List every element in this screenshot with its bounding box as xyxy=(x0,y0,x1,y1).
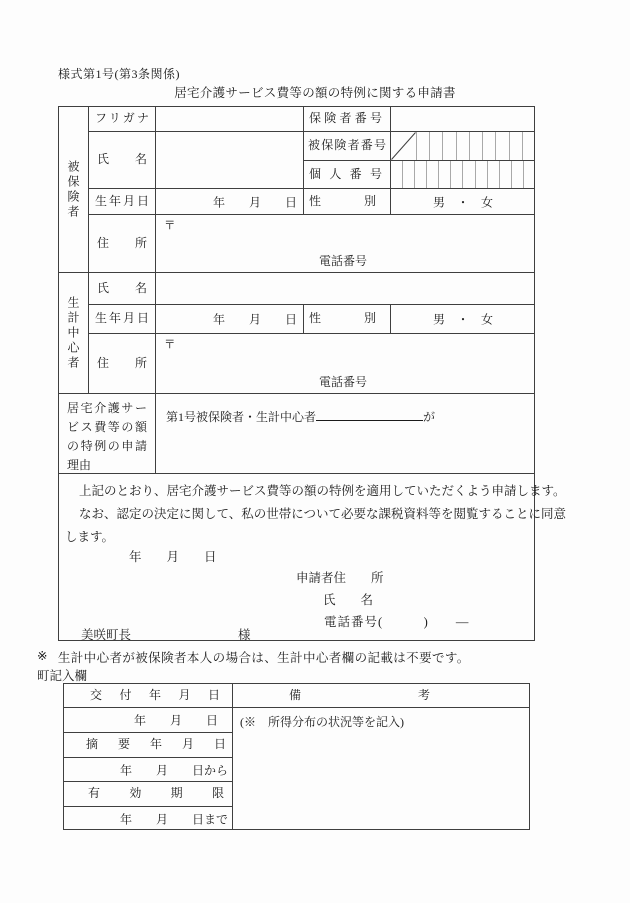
digit-box[interactable] xyxy=(475,161,487,188)
insured-birth-label-cell xyxy=(88,188,155,214)
householder-address-label: 住所 xyxy=(97,355,147,370)
householder-name-label: 氏名 xyxy=(97,280,147,295)
digit-box[interactable] xyxy=(426,161,438,188)
insured-address-label-cell xyxy=(88,214,155,272)
insured-address-label: 住所 xyxy=(97,235,147,250)
insured-birth-field[interactable] xyxy=(155,188,303,214)
remarks-header-cell xyxy=(232,683,530,707)
applicant-address-field[interactable]: 申請者住 所 xyxy=(296,571,384,585)
postal-mark: 〒 xyxy=(164,339,176,351)
addressee-honorific: 様 xyxy=(238,628,251,642)
valid-from-field[interactable] xyxy=(63,757,232,781)
application-date-label: 摘要年月日 xyxy=(86,737,226,752)
householder-name-label-cell xyxy=(88,272,155,304)
insured-sex-options: 男 ・ 女 xyxy=(432,195,493,209)
declaration-line: 上記のとおり、居宅介護サービス費等の額の特例を適用していただくよう申請します。 xyxy=(79,484,566,498)
insured-sex-choice[interactable] xyxy=(390,188,535,214)
householder-sex-choice[interactable] xyxy=(390,304,535,333)
reason-suffix: が xyxy=(423,410,436,424)
householder-name-field[interactable] xyxy=(155,272,535,304)
insured-birth-units: 年 月 日 xyxy=(212,195,297,209)
digit-box[interactable] xyxy=(499,161,511,188)
householder-birth-field[interactable] xyxy=(155,304,303,333)
digit-box[interactable] xyxy=(429,132,442,160)
reason-label-line: の特例の申請 xyxy=(67,439,147,453)
footnote-marker: ※ xyxy=(37,649,48,663)
applicant-name-field[interactable]: 氏 名 xyxy=(323,593,374,607)
town-section-label: 町記入欄 xyxy=(37,669,88,683)
reason-label-line: 理由 xyxy=(67,458,92,472)
applicant-phone-field[interactable]: 電話番号( ) ― xyxy=(324,615,470,629)
valid-until-field[interactable] xyxy=(63,806,232,830)
digit-box[interactable] xyxy=(416,132,429,160)
valid-from-units: 年 月 日から xyxy=(119,763,228,777)
householder-phone-label: 電話番号 xyxy=(319,375,368,389)
digit-box[interactable] xyxy=(487,161,499,188)
householder-group-label: 生計中心者 xyxy=(66,295,80,371)
addressee-mayor: 美咲町長 xyxy=(81,628,132,642)
issue-date-label-cell xyxy=(63,683,232,707)
householder-sex-options: 男 ・ 女 xyxy=(432,312,493,327)
insurer-number-label: 保険者番号 xyxy=(309,111,382,126)
insured-sex-label-cell xyxy=(303,188,390,214)
valid-until-units: 年 月 日まで xyxy=(119,812,228,826)
footnote-text: 生計中心者が被保険者本人の場合は、生計中心者欄の記載は不要です。 xyxy=(57,651,470,665)
issue-date-field[interactable] xyxy=(63,707,232,732)
form-number: 様式第1号(第3条関係) xyxy=(58,67,180,81)
householder-address-field[interactable] xyxy=(155,333,535,393)
digit-box[interactable] xyxy=(509,132,522,160)
insured-name-label-cell xyxy=(88,131,155,188)
footnote xyxy=(37,648,470,666)
issue-date-label: 交付年月日 xyxy=(90,687,220,702)
reason-field[interactable] xyxy=(155,393,535,473)
digit-box[interactable] xyxy=(523,161,535,188)
insured-phone-label: 電話番号 xyxy=(319,254,368,268)
furigana-label-cell xyxy=(88,106,155,131)
page-title: 居宅介護サービス費等の額の特例に関する申請書 xyxy=(174,86,456,100)
digit-box[interactable] xyxy=(414,161,426,188)
declaration-box xyxy=(58,473,567,642)
valid-period-label-cell xyxy=(63,781,232,806)
digit-box[interactable] xyxy=(511,161,523,188)
householder-birth-units: 年 月 日 xyxy=(212,312,297,327)
remarks-header: 備考 xyxy=(289,687,430,702)
insured-name-field[interactable] xyxy=(155,131,303,188)
insured-number-label: 被保険者番号 xyxy=(308,138,386,153)
diagonal-slash xyxy=(391,132,416,160)
digit-box[interactable] xyxy=(442,132,455,160)
reason-blank-line[interactable] xyxy=(316,408,423,421)
insured-name-label: 氏名 xyxy=(97,152,147,167)
issue-date-units: 年 月 日 xyxy=(133,713,218,728)
furigana-label: フリガナ xyxy=(95,111,149,126)
insured-sex-label: 性別 xyxy=(309,193,376,208)
digit-box[interactable] xyxy=(402,161,414,188)
application-date-label-cell xyxy=(63,732,232,757)
householder-birth-label: 生年月日 xyxy=(95,311,149,326)
declaration-line: します。 xyxy=(65,530,115,544)
postal-mark: 〒 xyxy=(164,220,176,232)
digit-box[interactable] xyxy=(438,161,450,188)
digit-box[interactable] xyxy=(469,132,482,160)
digit-box[interactable] xyxy=(450,161,462,188)
reason-label-cell xyxy=(58,393,155,473)
reason-label-line: 居宅介護サー xyxy=(67,401,147,415)
digit-box[interactable] xyxy=(462,161,474,188)
householder-address-label-cell xyxy=(88,333,155,393)
householder-group-cell xyxy=(58,272,88,393)
householder-sex-label-cell xyxy=(303,304,390,333)
valid-period-label: 有効期限 xyxy=(88,786,224,801)
digit-box[interactable] xyxy=(456,132,469,160)
insured-group-cell xyxy=(58,106,88,272)
declaration-date-field[interactable]: 年 月 日 xyxy=(129,550,217,564)
insured-number-label-cell xyxy=(303,131,390,160)
diagonal-slash-box xyxy=(391,132,416,160)
remarks-note: (※ 所得分布の状況等を記入) xyxy=(240,715,404,729)
furigana-field[interactable] xyxy=(155,106,303,131)
insured-number-grid[interactable] xyxy=(390,131,535,160)
personal-number-grid[interactable] xyxy=(390,160,535,188)
main-table xyxy=(58,106,567,642)
digit-box[interactable] xyxy=(391,161,402,188)
insurer-number-label-cell xyxy=(303,106,390,131)
digit-box[interactable] xyxy=(495,132,508,160)
digit-box[interactable] xyxy=(482,132,495,160)
reason-label-line: ビス費等の額 xyxy=(67,420,147,434)
reason-prefix: 第1号被保険者・生計中心者 xyxy=(166,410,317,424)
town-table xyxy=(63,683,530,830)
digit-box[interactable] xyxy=(522,132,535,160)
householder-birth-label-cell xyxy=(88,304,155,333)
householder-sex-label: 性別 xyxy=(309,311,376,326)
insurer-number-field[interactable] xyxy=(390,106,535,131)
insured-address-field[interactable] xyxy=(155,214,535,272)
insured-group-label: 被保険者 xyxy=(66,159,80,220)
declaration-line: なお、認定の決定に関して、私の世帯について必要な課税資料等を閲覧することに同意 xyxy=(79,507,567,521)
insured-birth-label: 生年月日 xyxy=(95,193,149,208)
remarks-field[interactable] xyxy=(232,707,530,830)
personal-number-label: 個人番号 xyxy=(309,166,382,181)
personal-number-label-cell xyxy=(303,160,390,188)
